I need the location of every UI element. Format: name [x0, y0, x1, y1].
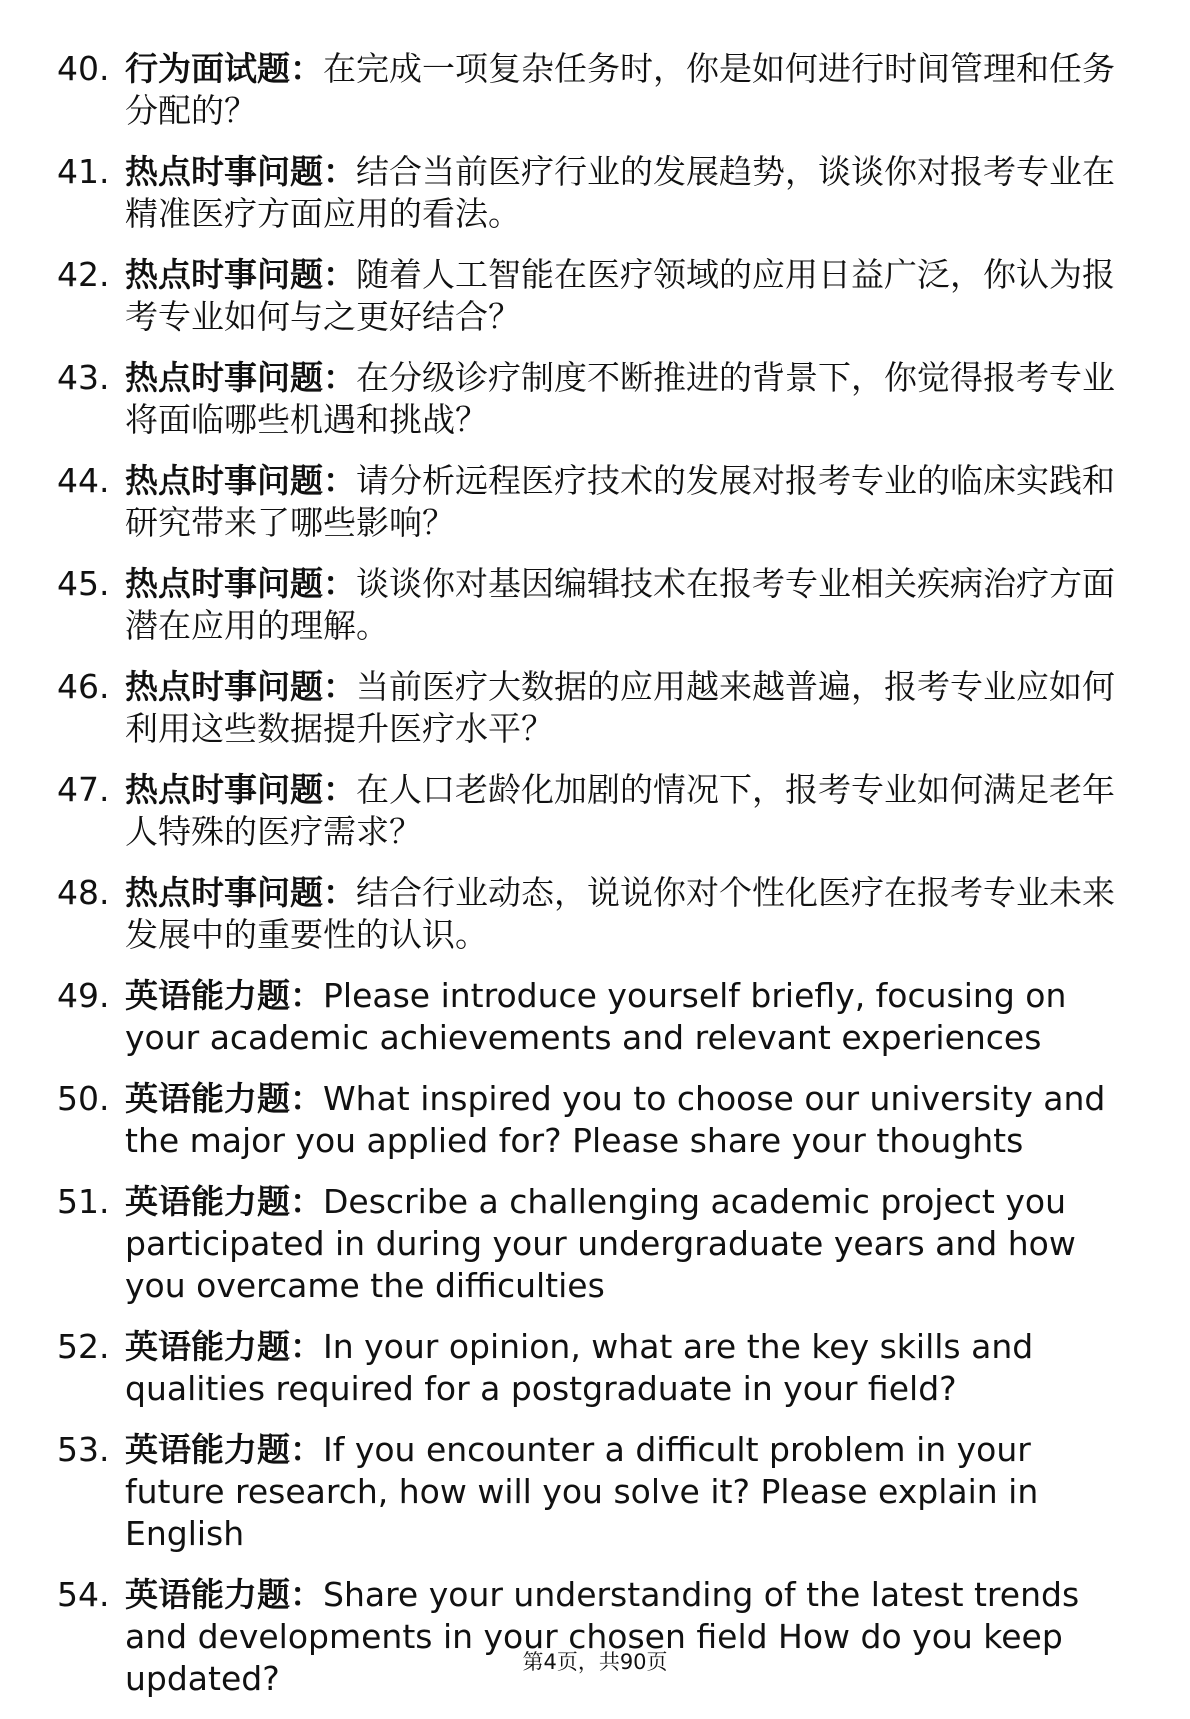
- question-category: 热点时事问题：: [125, 152, 356, 191]
- question-item: [0, 460, 1190, 544]
- question-item: [0, 666, 1190, 750]
- question-item: [0, 1078, 1190, 1162]
- question-category: 英语能力题：: [125, 1430, 323, 1469]
- question-item: [0, 151, 1190, 235]
- question-number: 48.: [57, 873, 110, 912]
- question-number: 46.: [57, 667, 110, 706]
- question-item: [0, 48, 1190, 132]
- question-number: 40.: [57, 49, 110, 88]
- question-category: 热点时事问题：: [125, 667, 356, 706]
- question-category: 热点时事问题：: [125, 770, 356, 809]
- question-number: 49.: [57, 976, 110, 1015]
- question-item: [0, 872, 1190, 956]
- question-category: 行为面试题：: [125, 49, 323, 88]
- question-category: 英语能力题：: [125, 976, 323, 1015]
- question-item: [0, 975, 1190, 1059]
- question-text: In your opinion, what are the key skills and qualities required for a postgraduate in your field?: [125, 1327, 1034, 1408]
- question-number: 43.: [57, 358, 110, 397]
- question-item: [0, 1181, 1190, 1307]
- question-text: 当前医疗大数据的应用越来越普遍，报考专业应如何利用这些数据提升医疗水平？: [125, 667, 1115, 748]
- question-number: 50.: [57, 1079, 110, 1118]
- question-category: 热点时事问题：: [125, 873, 356, 912]
- question-number: 44.: [57, 461, 110, 500]
- question-text: 请分析远程医疗技术的发展对报考专业的临床实践和研究带来了哪些影响？: [125, 461, 1115, 542]
- question-category: 英语能力题：: [125, 1575, 323, 1614]
- question-text: If you encounter a difficult problem in your future research, how will you solve it? Please explain in English: [125, 1430, 1039, 1553]
- question-list: [0, 48, 1190, 1719]
- question-text: 谈谈你对基因编辑技术在报考专业相关疾病治疗方面潜在应用的理解。: [125, 564, 1115, 645]
- question-number: 54.: [57, 1575, 110, 1614]
- question-category: 英语能力题：: [125, 1182, 323, 1221]
- question-category: 英语能力题：: [125, 1327, 323, 1366]
- question-item: [0, 563, 1190, 647]
- question-category: 热点时事问题：: [125, 564, 356, 603]
- question-item: [0, 1326, 1190, 1410]
- question-text: Describe a challenging academic project you participated in during your undergraduate years and how you overcame the difficulties: [125, 1182, 1076, 1305]
- question-text: 结合当前医疗行业的发展趋势，谈谈你对报考专业在精准医疗方面应用的看法。: [125, 152, 1115, 233]
- page-number-footer: 第4页，共90页: [522, 1650, 668, 1674]
- question-item: [0, 357, 1190, 441]
- question-text: 随着人工智能在医疗领域的应用日益广泛，你认为报考专业如何与之更好结合？: [125, 255, 1115, 336]
- question-number: 53.: [57, 1430, 110, 1469]
- question-number: 52.: [57, 1327, 110, 1366]
- question-text: 在完成一项复杂任务时，你是如何进行时间管理和任务分配的？: [125, 49, 1115, 130]
- question-category: 热点时事问题：: [125, 461, 356, 500]
- question-text: What inspired you to choose our university and the major you applied for? Please share your thoughts: [125, 1079, 1106, 1160]
- question-number: 51.: [57, 1182, 110, 1221]
- question-number: 41.: [57, 152, 110, 191]
- question-category: 英语能力题：: [125, 1079, 323, 1118]
- question-category: 热点时事问题：: [125, 358, 356, 397]
- question-category: 热点时事问题：: [125, 255, 356, 294]
- question-item: [0, 1429, 1190, 1555]
- question-text: 在人口老龄化加剧的情况下，报考专业如何满足老年人特殊的医疗需求？: [125, 770, 1115, 851]
- question-item: [0, 1574, 1190, 1700]
- question-text: Please introduce yourself briefly, focusing on your academic achievements and relevant experiences: [125, 976, 1067, 1057]
- question-item: [0, 769, 1190, 853]
- question-number: 45.: [57, 564, 110, 603]
- question-text: 在分级诊疗制度不断推进的背景下，你觉得报考专业将面临哪些机遇和挑战？: [125, 358, 1115, 439]
- question-item: [0, 254, 1190, 338]
- question-number: 47.: [57, 770, 110, 809]
- question-text: Share your understanding of the latest trends and developments in your chosen field How do you keep updated?: [125, 1575, 1080, 1698]
- question-text: 结合行业动态，说说你对个性化医疗在报考专业未来发展中的重要性的认识。: [125, 873, 1115, 954]
- question-number: 42.: [57, 255, 110, 294]
